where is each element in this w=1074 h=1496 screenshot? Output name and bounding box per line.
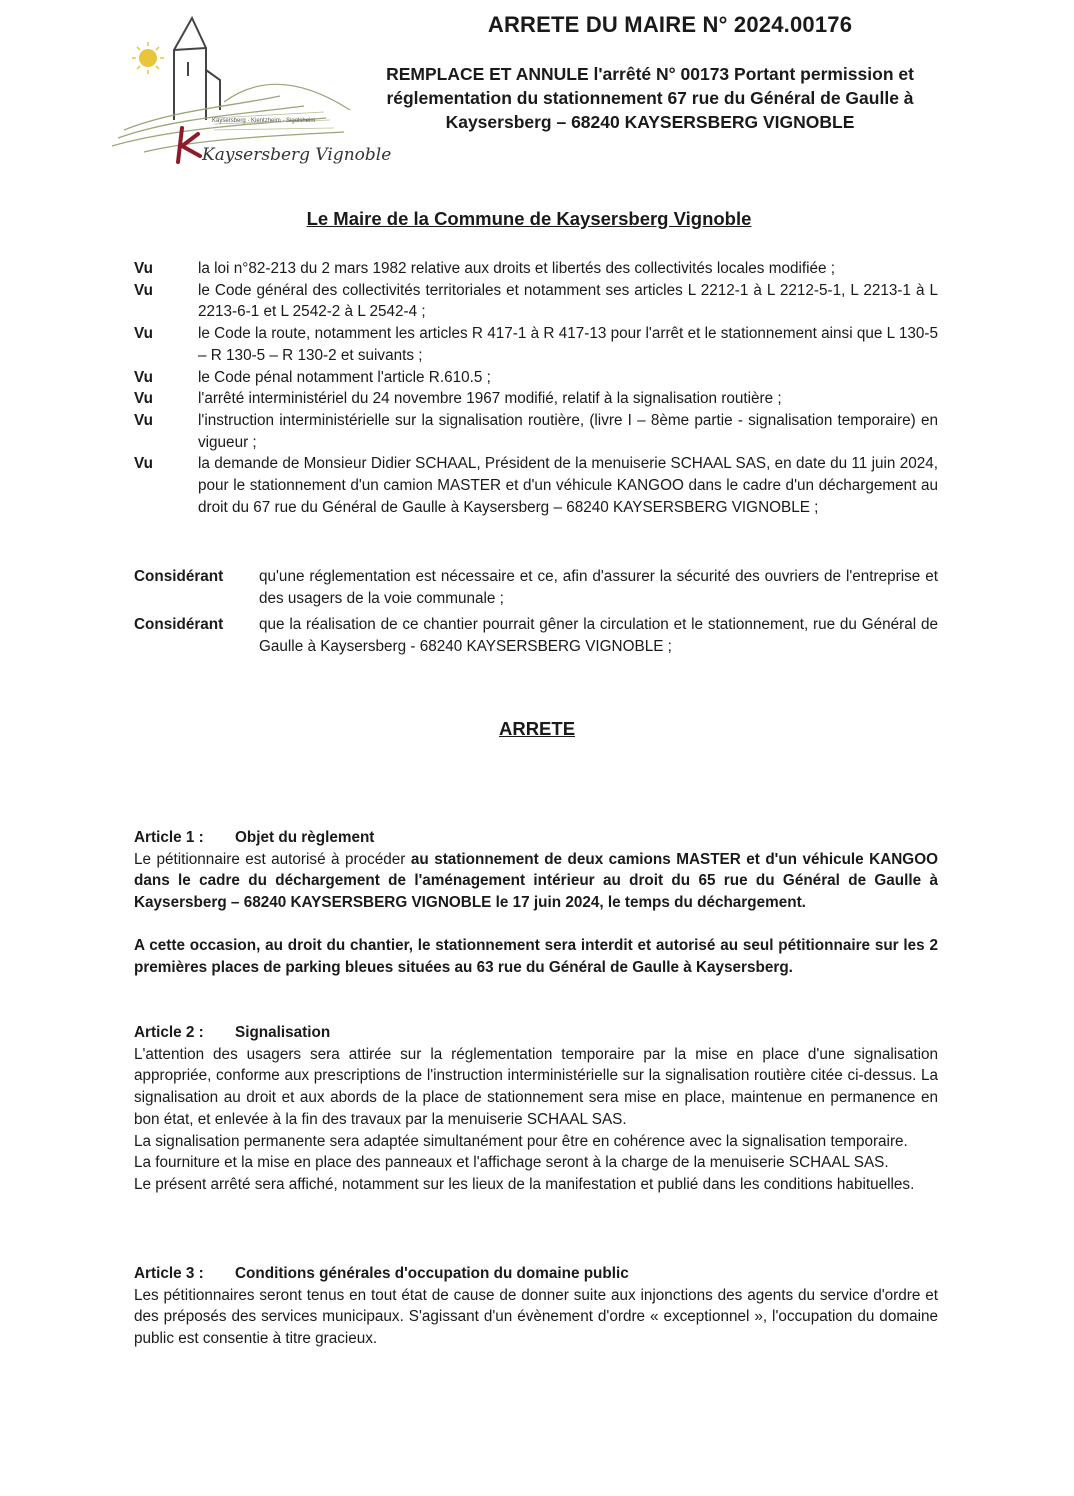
vu-item (134, 323, 938, 366)
vu-item (134, 258, 938, 280)
vu-label: Vu (134, 368, 153, 386)
article-text-bold: A cette occasion, au droit du chantier, le stationnement sera interdit et autorisé au seul pétitionnaire sur les 2 premières places de parking bleues situées au 63 rue du Général de Gaulle à Kaysersberg. (134, 936, 938, 976)
article-title: Objet du règlement (235, 829, 375, 846)
article-heading (134, 1022, 938, 1044)
tower-icon (174, 18, 220, 120)
vu-label: Vu (134, 281, 153, 299)
article-paragraph: Le présent arrêté sera affiché, notamment sur les lieux de la manifestation et publié dans les conditions habituelles. (134, 1175, 915, 1193)
vu-text: la loi n°82-213 du 2 mars 1982 relative aux droits et libertés des collectivités locales modifiée ; (198, 260, 836, 277)
decree-subtitle (360, 62, 940, 134)
article-paragraph (134, 935, 938, 978)
article-number: Article 3 : (134, 1265, 204, 1282)
article-2 (134, 1022, 938, 1196)
article-paragraph: L'attention des usagers sera attirée sur la réglementation temporaire par la mise en place d'une signalisation appropriée, conforme aux prescriptions de l'instruction interministérielle sur la signalisation routière citée ci-dessus. La signalisation au droit et aux abords de la place de stationnement sera mise en place, maintenue en permanence en bon état, et enlevée à la fin des travaux par la menuiserie SCHAAL SAS. (134, 1045, 938, 1128)
subtitle-line: réglementation du stationnement 67 rue du Général de Gaulle à (386, 88, 914, 108)
decree-title: ARRETE DU MAIRE N° 2024.00176 (487, 12, 853, 37)
vu-item (134, 280, 938, 323)
article-heading (134, 1263, 938, 1285)
k-letter-icon (178, 128, 200, 162)
article-title: Conditions générales d'occupation du domaine public (235, 1265, 629, 1282)
article-number: Article 1 : (134, 829, 204, 846)
considerant-item (134, 566, 938, 609)
considerant-list (134, 566, 938, 663)
considerant-label: Considérant (134, 568, 224, 585)
article-1 (134, 827, 938, 978)
vu-label: Vu (134, 260, 153, 277)
article-text: Le pétitionnaire est autorisé à procéder (134, 850, 411, 868)
vu-label: Vu (134, 390, 153, 408)
arrete-heading: ARRETE (498, 718, 576, 739)
vu-item (134, 388, 938, 410)
vu-label: Vu (134, 325, 153, 343)
vu-text: l'instruction interministérielle sur la signalisation routière, (livre I – 8ème partie - signalisation temporaire) en vigueur ; (198, 411, 938, 451)
vu-text: l'arrêté interministériel du 24 novembre 1967 modifié, relatif à la signalisation routière ; (198, 390, 782, 408)
article-paragraph (134, 849, 938, 914)
vu-list (134, 258, 938, 518)
vu-text: le Code général des collectivités territoriales et notamment ses articles L 2212-1 à L 2212-5-1, L 2213-1 à L 2213-6-1 et L 2542-2 à L 2542-4 ; (198, 281, 938, 321)
vu-text: le Code pénal notamment l'article R.610.5 ; (198, 368, 491, 386)
logo-small-text: Kaysersberg · Kientzheim · Sigolsheim (212, 118, 316, 124)
vu-item (134, 453, 938, 518)
vu-item (134, 367, 938, 389)
article-title: Signalisation (235, 1024, 331, 1041)
article-3 (134, 1263, 938, 1350)
logo-text: Kaysersberg Vignoble (202, 145, 392, 165)
considerant-label: Considérant (134, 616, 224, 634)
mayor-heading: Le Maire de la Commune de Kaysersberg Vignoble (306, 208, 752, 229)
article-paragraph: La fourniture et la mise en place des panneaux et l'affichage seront à la charge de la menuiserie SCHAAL SAS. (134, 1154, 889, 1172)
considerant-item (134, 614, 938, 657)
vu-text: le Code la route, notamment les articles R 417-1 à R 417-13 pour l'arrêt et le stationnement ainsi que L 130-5 – R 130-5 – R 130-2 et suivants ; (198, 325, 938, 364)
kaysersberg-logo-icon (104, 10, 392, 170)
considerant-text: que la réalisation de ce chantier pourrait gêner la circulation et le stationnement, rue du Général de Gaulle à Kaysersberg - 68240 KAYSERSBERG VIGNOBLE ; (259, 616, 938, 656)
subtitle-line: Kaysersberg – 68240 KAYSERSBERG VIGNOBLE (445, 112, 855, 132)
subtitle-line: REMPLACE ET ANNULE l'arrêté N° 00173 Portant permission et (386, 64, 914, 84)
vu-item (134, 410, 938, 453)
article-number: Article 2 : (134, 1024, 204, 1041)
considerant-text: qu'une réglementation est nécessaire et ce, afin d'assurer la sécurité des ouvriers de l'entreprise et des usagers de la voie communale ; (259, 568, 938, 607)
sun-icon (139, 49, 157, 67)
article-text-bold: au stationnement de deux camions MASTER et d'un véhicule KANGOO dans le cadre du déchargement de l'aménagement intérieur au droit du 65 rue du Général de Gaulle à Kaysersberg – 68240 KAYSERSBERG VIGNOBLE le 17 juin 2024, le temps du déchargement. (134, 850, 938, 912)
vu-label: Vu (134, 455, 153, 473)
article-paragraph: La signalisation permanente sera adaptée simultanément pour être en cohérence avec la signalisation temporaire. (134, 1132, 908, 1150)
vu-text: la demande de Monsieur Didier SCHAAL, Président de la menuiserie SCHAAL SAS, en date du 11 juin 2024, pour le stationnement d'un camion MASTER et d'un véhicule KANGOO dans le cadre d'un déchargement au droit du 67 rue du Général de Gaulle à Kaysersberg – 68240 KAYSERSBERG VIGNOBLE ; (198, 455, 938, 516)
article-paragraph: Les pétitionnaires seront tenus en tout état de cause de donner suite aux injonctions des agents du service d'ordre et des préposés des services municipaux. S'agissant d'un évènement d'ordre « exceptionnel », l'occupation du domaine public est consentie à titre gracieux. (134, 1286, 938, 1348)
article-heading (134, 827, 938, 849)
vu-label: Vu (134, 411, 153, 429)
